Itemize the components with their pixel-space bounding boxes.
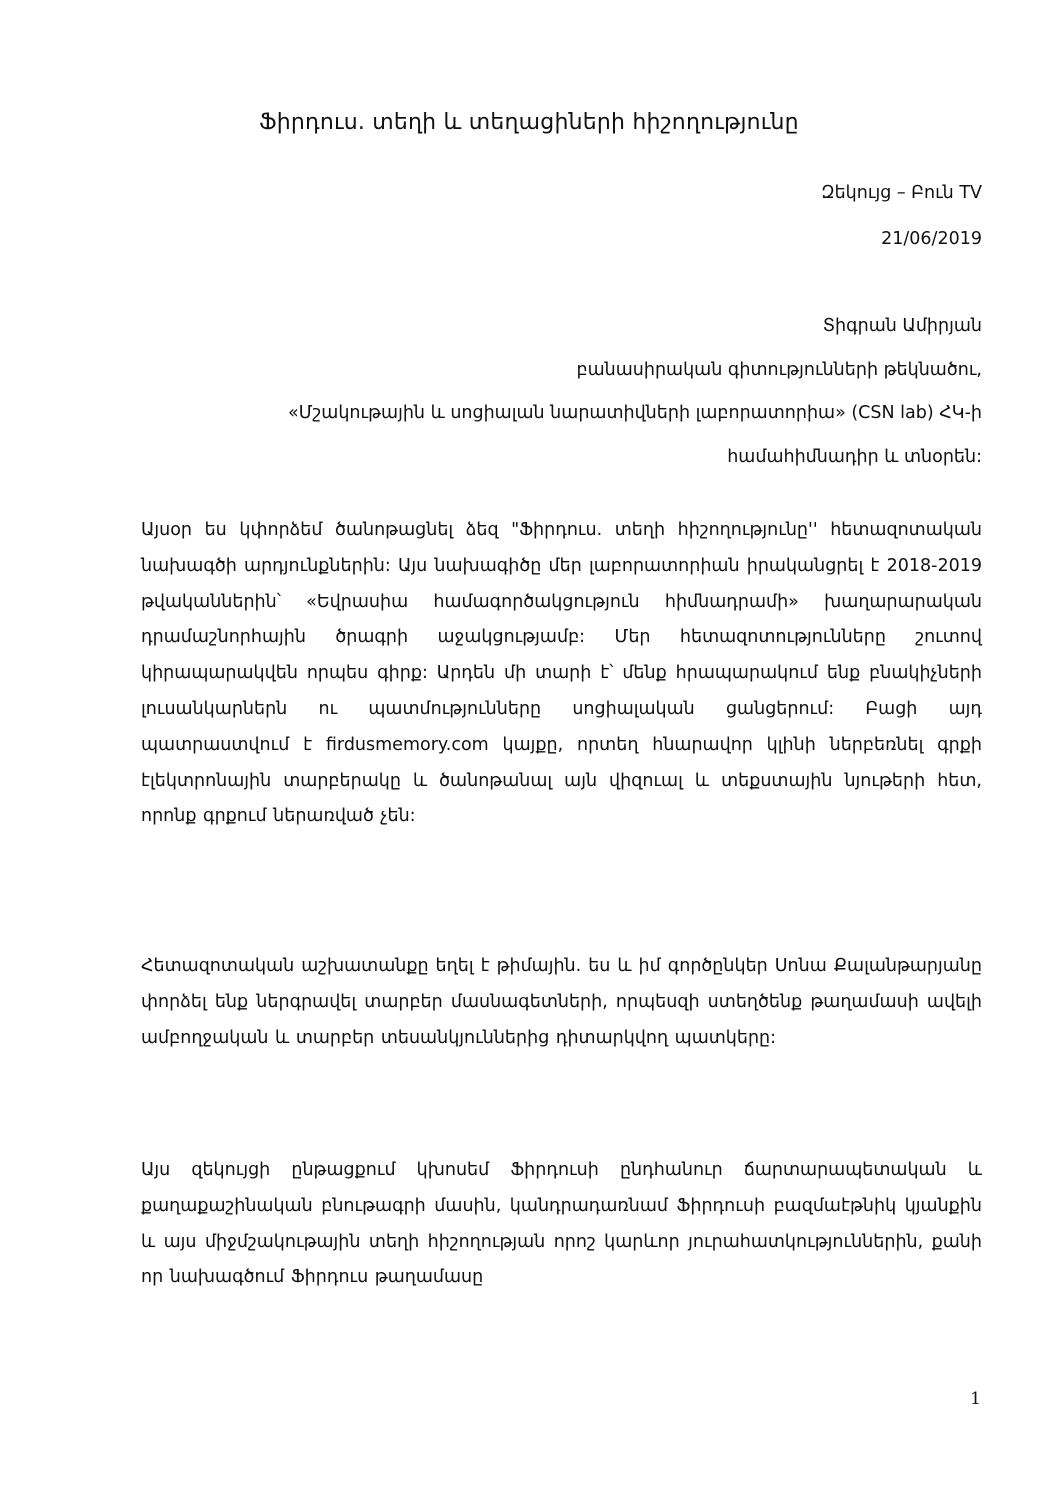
paragraph-intro: Այսօր ես կփորձեմ ծանոթացնել ձեզ "Ֆիրդուս. տեղի հիշողությունը'' հետազոտական նախագծի արդյունքներին: Այս նախագիծը մեր լաբորատորիան իրականցրել է 2018-2019 թվականներին՝ «Եվրասիա համագործակցություն հիմնադրամի» խաղարարական դրամաշնորհային ծրագրի աջակցությամբ: Մեր հետազոտությունները շուտով կիրապարակվեն որպես գիրք: Արդեն մի տարի է՝ մենք հրապարակում ենք բնակիչների լուսանկարներն ու պատմությունները սոցիալական ցանցերում: Բացի այդ պատրաստվում է firdusmemory.com կայքը, որտեղ հնարավոր կլինի ներբեռնել գրքի էլեկտրոնային տարբերակը և ծանոթանալ այն վիզուալ և տեքստային նյութերի հետ, որոնք գրքում ներառված չեն: [141, 520, 982, 827]
talk-venue: Զեկույց – Բուն TV [821, 183, 982, 203]
author-name: Տիգրան Ամիրյան [822, 316, 982, 336]
paragraph-overview: Այս զեկույցի ընթացքում կխոսեմ Ֆիրդուսի ընդհանուր ճարտարապետական և քաղաքաշինական բնութագրի մասին, կանդրադառնամ Ֆիրդուսի բազմաէթնիկ կյանքին և այս միջմշակութային տեղի հիշողության որոշ կարևոր յուրահատկություններին, քանի որ նախագծում Ֆիրդուս թաղամասը [141, 1160, 982, 1288]
author-affiliation: «Մշակութային և սոցիալան նարատիվների լաբորատորիա» (CSN lab) ՀԿ-ի [287, 403, 982, 423]
paragraph-team: Հետազոտական աշխատանքը եղել է թիմային. ես և իմ գործընկեր Սոնա Քալանթարյանը փորձել ենք ներգրավել տարբեր մասնագետների, որպեսզի ստեղծենք թաղամասի ավելի ամբողջական և տարբեր տեսանկյուններից դիտարկվող պատկերը: [141, 956, 982, 1048]
author-degree: բանասիրական գիտությունների թեկնածու, [576, 360, 982, 380]
author-role: համահիմնադիր և տնօրեն: [727, 447, 982, 467]
page-number: 1 [970, 1389, 981, 1409]
talk-date: 21/06/2019 [881, 229, 982, 249]
document-title: Ֆիրդուս. տեղի և տեղացիների հիշողությունը [259, 110, 799, 135]
